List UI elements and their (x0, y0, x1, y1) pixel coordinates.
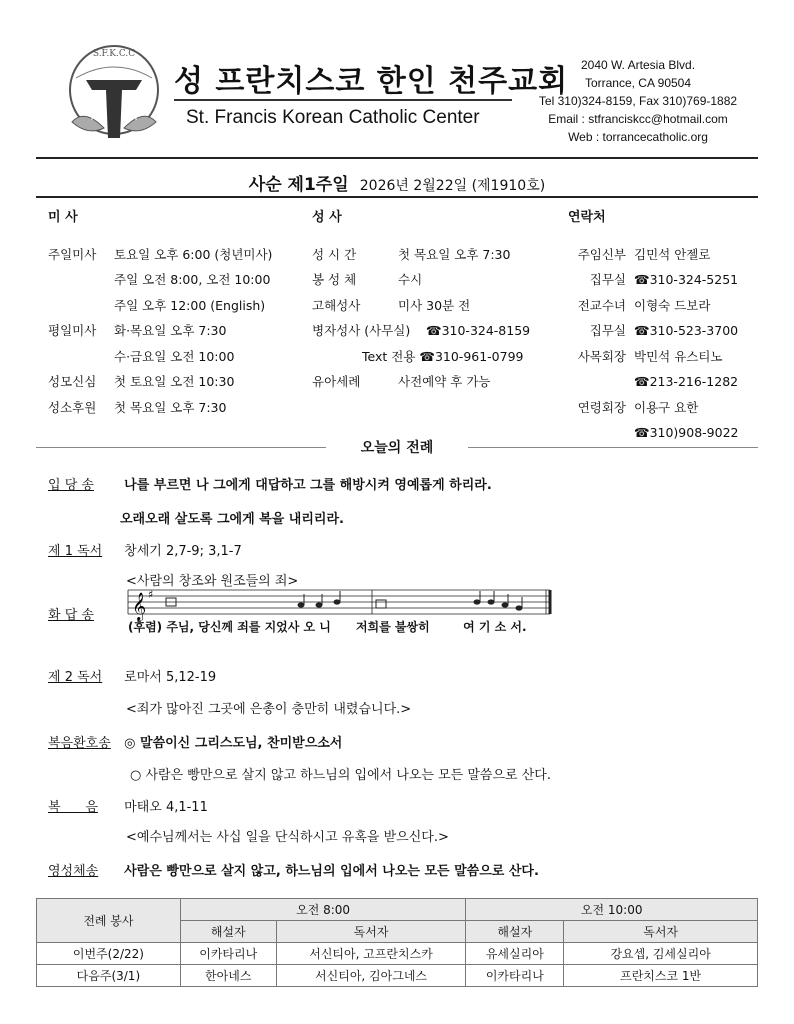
liturgy-heading: 오늘의 전례 (360, 440, 434, 456)
contact-row: ☎213-216-1282 (634, 373, 739, 389)
mass-row: 주일 오후 12:00 (English) (114, 297, 266, 313)
issue-date: 2026년 2월22일 (제1910호) (359, 178, 546, 194)
mass2-header: 오전 10:00 (466, 899, 758, 921)
first-reading (48, 540, 242, 559)
acclamation-label: 복음환호송 (48, 736, 111, 751)
contact-row: ☎310)908-9022 (634, 424, 739, 440)
mass-heading: 미 사 (48, 210, 78, 225)
second-reading-subtitle: <죄가 많아진 그곳에 은총이 충만히 내렸습니다.> (126, 702, 412, 717)
communion-text: 사람은 빵만으로 살지 않고, 하느님의 입에서 나오는 모든 말씀으로 산다. (124, 864, 539, 879)
sacrament-row: 유아세례 사전예약 후 가능 (312, 374, 491, 390)
table-row: 이번주(2/22) 이카타리나 서신티아, 고프란치스카 유세실리아 강요셉, 김세실리아 (37, 943, 758, 965)
table-row: 다음주(3/1) 한아네스 서신티아, 김아그네스 이카타리나 프란치스코 1반 (37, 965, 758, 987)
contact-row: 전교수녀 이형숙 드보라 (577, 297, 711, 313)
bulletin-header (0, 0, 794, 160)
gospel-label: 복 음 (48, 800, 98, 815)
sharp-icon: ♯ (148, 588, 154, 601)
mass-row: 성모신심 첫 토요일 오전 10:30 (48, 374, 235, 390)
communion-label: 영성체송 (48, 864, 99, 879)
website[interactable]: Web : torrancecatholic.org (568, 130, 708, 144)
liturgy-service-table (36, 898, 758, 987)
entrance-text-1: 나를 부르면 나 그에게 대답하고 그를 해방시켜 영예롭게 하리라. (124, 478, 492, 493)
issue-info (0, 170, 794, 195)
phone-fax: Tel 310)324-8159, Fax 310)769-1882 (538, 94, 738, 108)
sacrament-row: Text 전용 ☎310-961-0799 (362, 348, 524, 364)
contact-row: 사목회장 박민석 유스티노 (577, 348, 723, 364)
reading1-label: 제 1 독서 (48, 544, 103, 559)
sacrament-row: 병자성사 (사무실) ☎310-324-8159 (312, 322, 531, 339)
reading2-label: 제 2 독서 (48, 670, 103, 685)
mass-row: 성소후원 첫 목요일 오후 7:30 (48, 399, 227, 415)
readers-header: 독서자 (564, 921, 758, 943)
commentator-header: 해설자 (466, 921, 564, 943)
mass1-header: 오전 8:00 (180, 899, 466, 921)
title-underline (174, 99, 512, 101)
psalm-label-row (48, 604, 120, 623)
header-divider-bottom (36, 196, 758, 198)
svg-text:S.F.K.C.C: S.F.K.C.C (92, 49, 136, 59)
entrance-antiphon-2 (120, 508, 344, 527)
gospel-acclamation (48, 732, 342, 751)
parish-name-korean: 성 프란치스코 한인 천주교회 (174, 64, 569, 99)
table-corner-header: 전례 봉사 (37, 899, 181, 943)
parish-logo (64, 38, 164, 150)
sacrament-row: 성 시 간 첫 목요일 오후 7:30 (312, 246, 511, 262)
email[interactable]: Email : stfranciskcc@hotmail.com (548, 112, 728, 126)
contacts-list (560, 206, 760, 445)
contact-row: 집무실 ☎310-324-5251 (589, 271, 739, 288)
treble-clef-icon: 𝄞 (132, 592, 147, 620)
mass-row: 평일미사 화·목요일 오후 7:30 (48, 323, 227, 339)
mass-schedule (48, 206, 288, 420)
parish-name-english: St. Francis Korean Catholic Center (186, 107, 480, 128)
entrance-label: 입 당 송 (48, 478, 94, 493)
header-divider-top (36, 157, 758, 159)
contact-block (530, 56, 746, 146)
mass-row: 주일미사 토요일 오후 6:00 (청년미사) (48, 246, 273, 262)
contact-row: 연령회장 이용구 요한 (577, 399, 699, 415)
gospel-ref: 마태오 4,1-11 (124, 800, 208, 815)
liturgy-divider-right (468, 447, 758, 448)
entrance-text-2: 오래오래 살도록 그에게 복을 내리리라. (120, 512, 344, 527)
contact-row: 주임신부 김민석 안젤로 (577, 246, 711, 262)
communion-antiphon (48, 860, 539, 879)
commentator-header: 해설자 (180, 921, 276, 943)
issue-title: 사순 제1주일 (248, 175, 349, 195)
psalm-label: 화 답 송 (48, 608, 94, 623)
sacraments-schedule (312, 206, 552, 394)
contacts-heading: 연락처 (568, 210, 606, 225)
table-header-row (37, 899, 758, 921)
address-line-1: 2040 W. Artesia Blvd. (580, 58, 696, 72)
acclamation-verse: ○ 사람은 빵만으로 살지 않고 하느님의 입에서 나오는 모든 말씀으로 산다. (130, 768, 551, 783)
sacrament-row: 고해성사 미사 30분 전 (312, 297, 471, 313)
psalm-refrain: (후렴) 주님, 당신께 죄를 지었사 오 니 저희를 불쌍히 여 기 소 서. (128, 620, 527, 634)
gospel-subtitle: <예수님께서는 사십 일을 단식하시고 유혹을 받으신다.> (126, 830, 449, 845)
address-line-2: Torrance, CA 90504 (584, 76, 692, 90)
entrance-antiphon (48, 474, 492, 493)
readers-header: 독서자 (276, 921, 466, 943)
reading1-ref: 창세기 2,7-9; 3,1-7 (124, 544, 242, 559)
mass-row: 주일 오전 8:00, 오전 10:00 (114, 272, 271, 288)
reading2-ref: 로마서 5,12-19 (124, 670, 217, 685)
mass-row: 수·금요일 오전 10:00 (114, 348, 235, 364)
second-reading (48, 666, 216, 685)
sacrament-row: 봉 성 체 수시 (312, 272, 423, 288)
sacraments-heading: 성 사 (312, 210, 342, 225)
gospel (48, 796, 208, 815)
first-reading-subtitle: <사람의 창조와 원조들의 죄> (126, 574, 299, 589)
contact-row: 집무실 ☎310-523-3700 (589, 322, 739, 339)
acclamation-text: ◎ 말씀이신 그리스도님, 찬미받으소서 (124, 736, 343, 751)
